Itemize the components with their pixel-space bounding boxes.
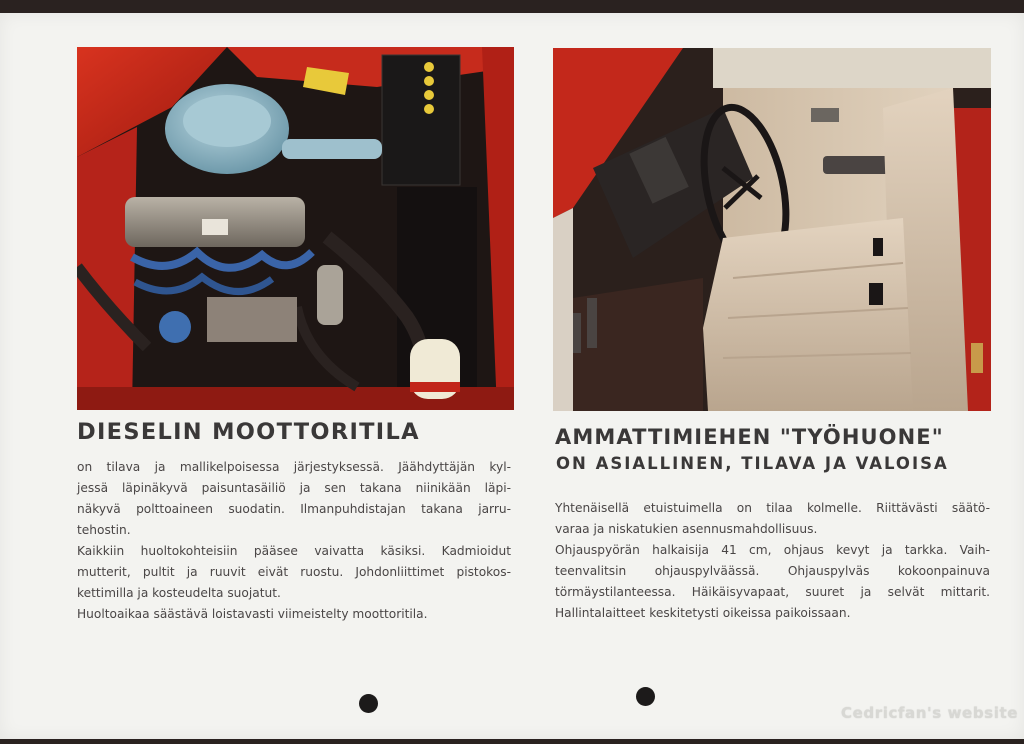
engine-bay-illustration bbox=[77, 47, 514, 410]
punch-hole bbox=[359, 694, 378, 713]
paragraph-line: on tilava ja mallikelpoisessa järjestyksessä. Jäähdyttäjän kyl- bbox=[77, 460, 511, 474]
paragraph-line: Hallintalaitteet keskitetysti oikeissa paikoissaan. bbox=[555, 606, 851, 620]
paragraph-line: näkyvä polttoaineen suodatin. Ilmanpuhdistajan takana jarru- bbox=[77, 502, 511, 516]
cab-interior-photo bbox=[553, 48, 991, 411]
paragraph-line: Huoltoaikaa säästävä loistavasti viimeistelty moottoritila. bbox=[77, 607, 428, 621]
section-heading-cab: AMMATTIMIEHEN "TYÖHUONE" bbox=[555, 425, 944, 449]
engine-description bbox=[77, 457, 511, 625]
section-subheading-cab: ON ASIALLINEN, TILAVA JA VALOISA bbox=[556, 454, 949, 473]
paragraph-line: tehostin. bbox=[77, 523, 131, 537]
cab-interior-illustration bbox=[553, 48, 991, 411]
cab-description bbox=[555, 498, 990, 624]
paragraph-line: teenvalitsin ohjauspylväässä. Ohjauspylväs kokoonpainuva bbox=[555, 564, 990, 578]
brochure-page bbox=[0, 13, 1024, 739]
paragraph-line: varaa ja niskatukien asennusmahdollisuus. bbox=[555, 522, 818, 536]
site-watermark: Cedricfan's website bbox=[840, 704, 1018, 722]
section-heading-engine: DIESELIN MOOTTORITILA bbox=[77, 419, 420, 445]
paragraph-line: kettimilla ja kosteudelta suojatut. bbox=[77, 586, 281, 600]
paragraph-line: törmäystilanteessa. Häikäisyvapaat, suuret ja selvät mittarit. bbox=[555, 585, 990, 599]
paragraph-line: Kaikkiin huoltokohteisiin pääsee vaivatta käsiksi. Kadmioidut bbox=[77, 544, 511, 558]
engine-bay-photo bbox=[77, 47, 514, 410]
paragraph-line: Yhtenäisellä etuistuimella on tilaa kolmelle. Riittävästi säätö- bbox=[555, 501, 990, 515]
paragraph-line: mutterit, pultit ja ruuvit eivät ruostu. Johdonliittimet pistokos- bbox=[77, 565, 511, 579]
punch-hole bbox=[636, 687, 655, 706]
paragraph-line: jessä läpinäkyvä paisuntasäiliö ja sen takana niinikään läpi- bbox=[77, 481, 511, 495]
paragraph-line: Ohjauspyörän halkaisija 41 cm, ohjaus kevyt ja tarkka. Vaih- bbox=[555, 543, 990, 557]
